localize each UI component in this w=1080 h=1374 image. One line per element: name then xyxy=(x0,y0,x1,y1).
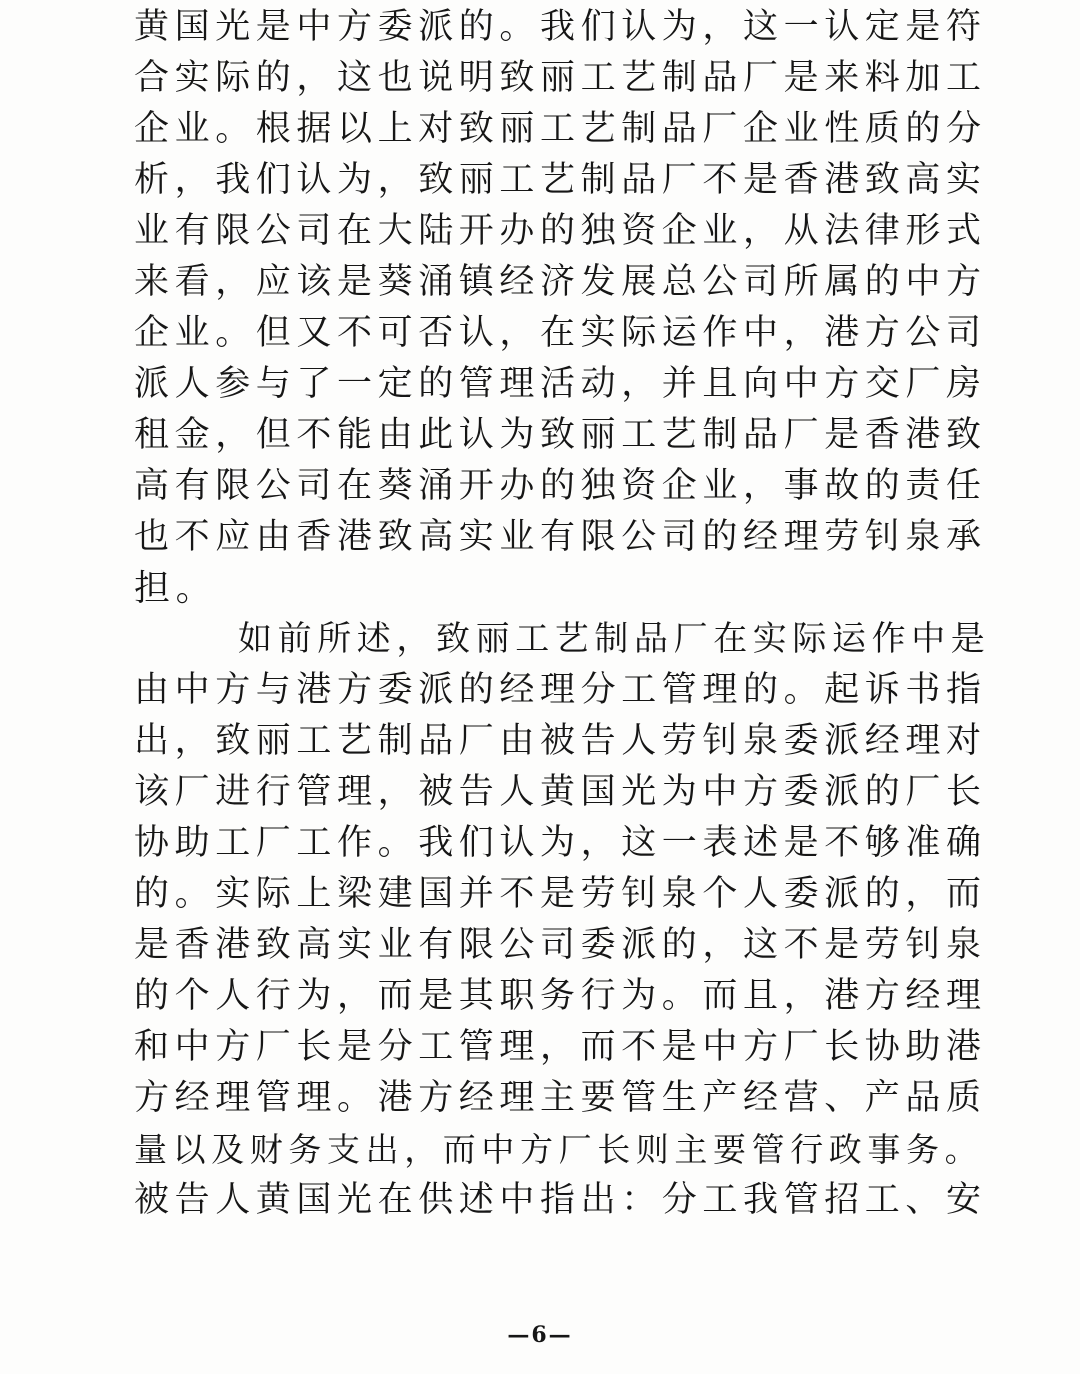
text-line: 也不应由香港致高实业有限公司的经理劳钊泉承 xyxy=(134,517,987,557)
text-line: 黄国光是中方委派的。我们认为，这一认定是符 xyxy=(134,7,987,47)
text-line: 派人参与了一定的管理活动，并且向中方交厂房 xyxy=(134,364,987,404)
text-line: 该厂进行管理，被告人黄国光为中方委派的厂长 xyxy=(134,772,987,812)
text-line: 企业。根据以上对致丽工艺制品厂企业性质的分 xyxy=(134,109,987,149)
text-line: 企业。但又不可否认，在实际运作中，港方公司 xyxy=(134,313,987,353)
text-line: 和中方厂长是分工管理，而不是中方厂长协助港 xyxy=(134,1027,987,1067)
text-line: 高有限公司在葵涌开办的独资企业，事故的责任 xyxy=(134,466,987,506)
page-number: —6— xyxy=(507,1322,573,1348)
text-line: 被告人黄国光在供述中指出：分工我管招工、安 xyxy=(134,1180,987,1220)
text-line: 担。 xyxy=(134,568,218,609)
text-line: 方经理管理。港方经理主要管生产经营、产品质 xyxy=(134,1078,987,1118)
text-line-indented: 如前所述，致丽工艺制品厂在实际运作中是 xyxy=(238,619,991,659)
text-line: 协助工厂工作。我们认为，这一表述是不够准确 xyxy=(134,823,987,863)
text-line: 出，致丽工艺制品厂由被告人劳钊泉委派经理对 xyxy=(134,721,987,761)
text-line: 的。实际上梁建国并不是劳钊泉个人委派的，而 xyxy=(134,874,987,914)
text-line: 量以及财务支出，而中方厂长则主要管行政事务。 xyxy=(134,1130,984,1169)
text-line: 析，我们认为，致丽工艺制品厂不是香港致高实 xyxy=(134,160,987,200)
body-text xyxy=(134,2,990,1226)
text-line: 来看，应该是葵涌镇经济发展总公司所属的中方 xyxy=(134,262,987,302)
text-line: 的个人行为，而是其职务行为。而且，港方经理 xyxy=(134,976,987,1016)
text-line: 是香港致高实业有限公司委派的，这不是劳钊泉 xyxy=(134,925,987,965)
text-line: 合实际的，这也说明致丽工艺制品厂是来料加工 xyxy=(134,58,987,98)
text-line: 业有限公司在大陆开办的独资企业，从法律形式 xyxy=(134,211,987,251)
text-line: 租金，但不能由此认为致丽工艺制品厂是香港致 xyxy=(134,415,987,455)
text-line: 由中方与港方委派的经理分工管理的。起诉书指 xyxy=(134,670,987,710)
